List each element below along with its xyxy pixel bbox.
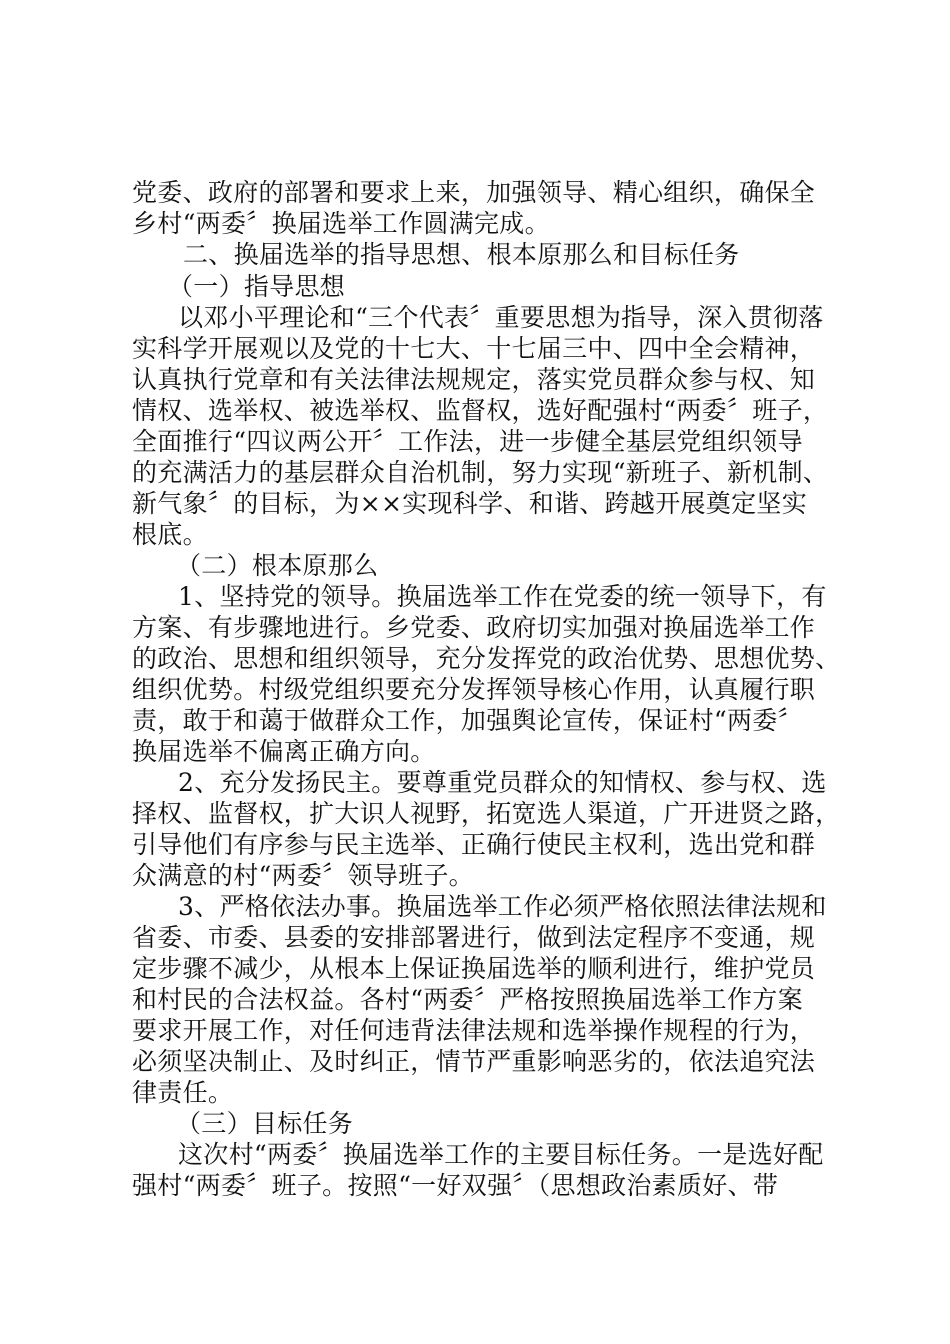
subsection-heading: （一）指导思想 (168, 272, 346, 301)
text-line: 乡村“两委〞换届选举工作圆满完成。 (132, 209, 550, 238)
text-line: 3、严格依法办事。换届选举工作必须严格依照法律法规和 (178, 892, 827, 921)
text-line: 党委、政府的部署和要求上来，加强领导、精心组织，确保全 (132, 178, 816, 207)
text-line: 方案、有步骤地进行。乡党委、政府切实加强对换届选举工作 (132, 613, 816, 642)
text-line: 律责任。 (132, 1078, 234, 1107)
text-line: 择权、监督权，扩大识人视野，拓宽选人渠道，广开进贤之路， (132, 799, 841, 828)
text-line: 必须坚决制止、及时纠正，情节严重影响恶劣的，依法追究法 (132, 1047, 816, 1076)
text-line: 新气象〞的目标，为××实现科学、和谐、跨越开展奠定坚实 (132, 489, 807, 518)
subsection-heading: （二）根本原那么 (176, 551, 379, 580)
text-line: 2、充分发扬民主。要尊重党员群众的知情权、参与权、选 (178, 768, 827, 797)
text-line: 情权、选举权、被选举权、监督权，选好配强村“两委〞班子， (132, 396, 829, 425)
text-line: 定步骤不减少，从根本上保证换届选举的顺利进行，维护党员 (132, 954, 816, 983)
subsection-heading: （三）目标任务 (176, 1109, 354, 1138)
text-line: 的充满活力的基层群众自治机制，努力实现“新班子、新机制、 (132, 458, 829, 487)
text-line: 省委、市委、县委的安排部署进行，做到法定程序不变通，规 (132, 923, 816, 952)
text-line: 根底。 (132, 520, 208, 549)
text-line: 换届选举不偏离正确方向。 (132, 737, 436, 766)
text-line: 认真执行党章和有关法律法规规定，落实党员群众参与权、知 (132, 365, 816, 394)
text-line: 这次村“两委〞换届选举工作的主要目标任务。一是选好配 (178, 1140, 824, 1169)
text-line: 以邓小平理论和“三个代表〞重要思想为指导，深入贯彻落 (178, 303, 824, 332)
section-heading: 二、换届选举的指导思想、根本原那么和目标任务 (183, 240, 740, 269)
text-line: 众满意的村“两委〞领导班子。 (132, 861, 474, 890)
text-line: 责，敢于和蔼于做群众工作，加强舆论宣传，保证村“两委〞 (132, 706, 803, 735)
text-line: 要求开展工作，对任何违背法律法规和选举操作规程的行为， (132, 1016, 816, 1045)
text-line: 和村民的合法权益。各村“两委〞严格按照换届选举工作方案 (132, 985, 803, 1014)
text-line: 全面推行“四议两公开〞工作法，进一步健全基层党组织领导 (132, 427, 803, 456)
text-line: 1、坚持党的领导。换届选举工作在党委的统一领导下，有 (178, 582, 827, 611)
text-line: 组织优势。村级党组织要充分发挥领导核心作用，认真履行职 (132, 675, 816, 704)
text-line: 的政治、思想和组织领导，充分发挥党的政治优势、思想优势、 (132, 644, 841, 673)
text-line: 实科学开展观以及党的十七大、十七届三中、四中全会精神， (132, 334, 816, 363)
text-line: 引导他们有序参与民主选举、正确行使民主权利，选出党和群 (132, 830, 816, 859)
text-line: 强村“两委〞班子。按照“一好双强〞（思想政治素质好、带 (132, 1171, 779, 1200)
